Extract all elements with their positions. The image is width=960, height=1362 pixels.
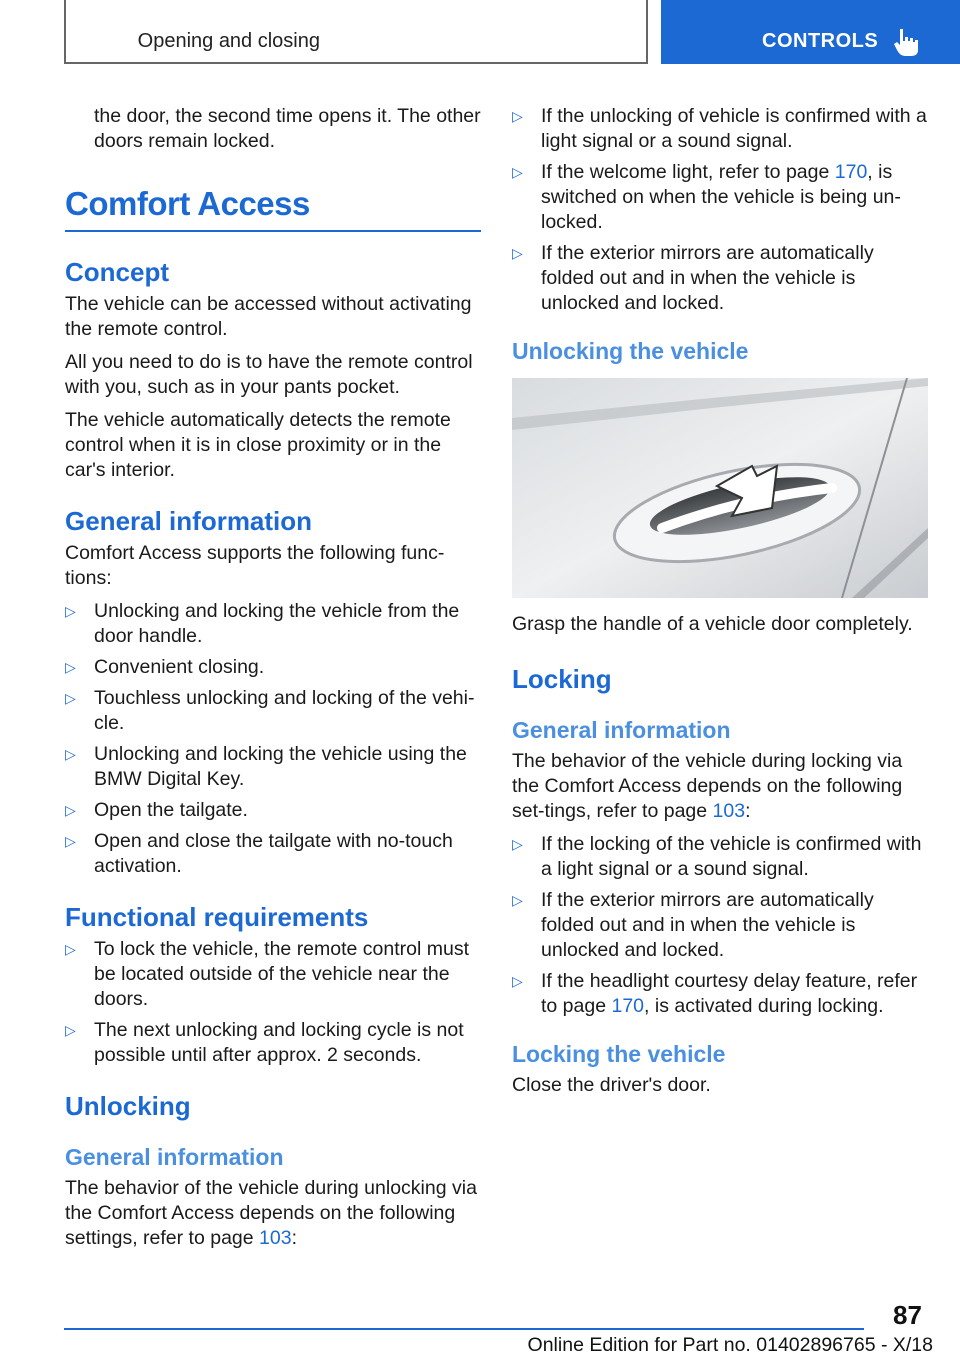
page-link-170[interactable]: 170 [834,161,868,183]
list-item: ▷ If the locking of the vehicle is confirmed with a light signal or a sound signal. [512,833,922,880]
left-column [65,104,481,1259]
list-item: ▷ Touchless unlocking and locking of the vehi‐cle. [65,687,475,734]
photo-caption: Grasp the handle of a vehicle door completely. [512,613,913,635]
page-link-103[interactable]: 103 [712,800,746,822]
concept-heading: Concept [65,257,169,287]
intro-text: the door, the second time opens it. The other doors remain locked. [94,105,481,152]
list-item: ▷ If the unlocking of vehicle is confirmed with a light signal or a sound signal. [512,105,927,152]
general-info-paragraph: Comfort Access supports the following func‐tions: [65,542,445,589]
triangle-bullet-icon: ▷ [65,690,76,706]
header-frame [64,0,648,64]
right-column [512,104,928,1106]
unlocking-general-info-heading: General information [65,1144,284,1170]
lock-settings-list [512,832,928,1019]
triangle-bullet-icon: ▷ [512,892,523,908]
triangle-bullet-icon: ▷ [512,973,523,989]
unlocking-vehicle-heading: Unlocking the vehicle [512,338,749,364]
requirements-list [65,937,481,1068]
triangle-bullet-icon: ▷ [65,941,76,957]
triangle-bullet-icon: ▷ [65,833,76,849]
list-item: ▷ Open and close the tailgate with no-touch activation. [65,830,453,877]
chapter-tab-label: CONTROLS [762,30,879,52]
triangle-bullet-icon: ▷ [65,746,76,762]
unlocking-heading: Unlocking [65,1091,191,1121]
triangle-bullet-icon: ▷ [512,245,523,261]
functional-requirements-heading: Functional requirements [65,902,369,932]
list-item: ▷ Open the tailgate. [65,799,248,821]
section-heading: Comfort Access [65,184,481,232]
concept-paragraph-1: The vehicle can be accessed without activating the remote control. [65,293,472,340]
list-item: ▷ Unlocking and locking the vehicle from the door handle. [65,600,460,647]
list-item: ▷ If the headlight courtesy delay feature, refer to page 170, is activated during locking. [512,970,918,1017]
list-item: ▷ To lock the vehicle, the remote control must be located outside of the vehicle near the doors. [65,938,470,1010]
section-title: Opening and closing [137,30,320,52]
concept-paragraph-2: All you need to do is to have the remote control with you, such as in your pants pocket. [65,351,473,398]
concept-paragraph-3: The vehicle automatically detects the remote control when it is in close proximity or in the car's interior. [65,409,451,481]
triangle-bullet-icon: ▷ [512,108,523,124]
triangle-bullet-icon: ▷ [512,164,523,180]
triangle-bullet-icon: ▷ [65,603,76,619]
list-item: ▷ If the exterior mirrors are automatically folded out and in when the vehicle is unlocked and locked. [512,889,874,961]
list-item: ▷ If the welcome light, refer to page 170, is switched on when the vehicle is being un‐locked. [512,161,901,233]
hand-pointer-icon [893,26,921,58]
features-list [65,599,481,879]
list-item: ▷ Convenient closing. [65,656,265,678]
chapter-tab [661,0,960,64]
triangle-bullet-icon: ▷ [65,659,76,675]
unlock-settings-list [512,104,928,316]
page-number: 87 [893,1300,922,1330]
triangle-bullet-icon: ▷ [65,802,76,818]
locking-vehicle-paragraph: Close the driver's door. [512,1074,711,1096]
general-info-heading: General information [65,506,313,536]
list-item: ▷ If the exterior mirrors are automatically folded out and in when the vehicle is unlocked and locked. [512,242,874,314]
locking-vehicle-heading: Locking the vehicle [512,1041,726,1067]
edition-note: Online Edition for Part no. 01402896765 - X/18 [527,1334,933,1356]
locking-general-paragraph: The behavior of the vehicle during locking via the Comfort Access depends on the following set‐tings, refer to page 103: [512,750,903,822]
triangle-bullet-icon: ▷ [65,1022,76,1038]
locking-heading: Locking [512,664,612,694]
list-item: ▷ Unlocking and locking the vehicle using the BMW Digital Key. [65,743,467,790]
footer-divider [64,1328,864,1330]
list-item: ▷ The next unlocking and locking cycle is not possible until after approx. 2 seconds. [65,1019,464,1066]
door-handle-photo [512,378,928,598]
locking-general-info-heading: General information [512,717,731,743]
page-link-170[interactable]: 170 [611,995,645,1017]
page-link-103[interactable]: 103 [259,1227,292,1249]
unlocking-general-paragraph: The behavior of the vehicle during unlocking via the Comfort Access depends on the following settings, refer to page 103: [65,1177,477,1249]
triangle-bullet-icon: ▷ [512,836,523,852]
